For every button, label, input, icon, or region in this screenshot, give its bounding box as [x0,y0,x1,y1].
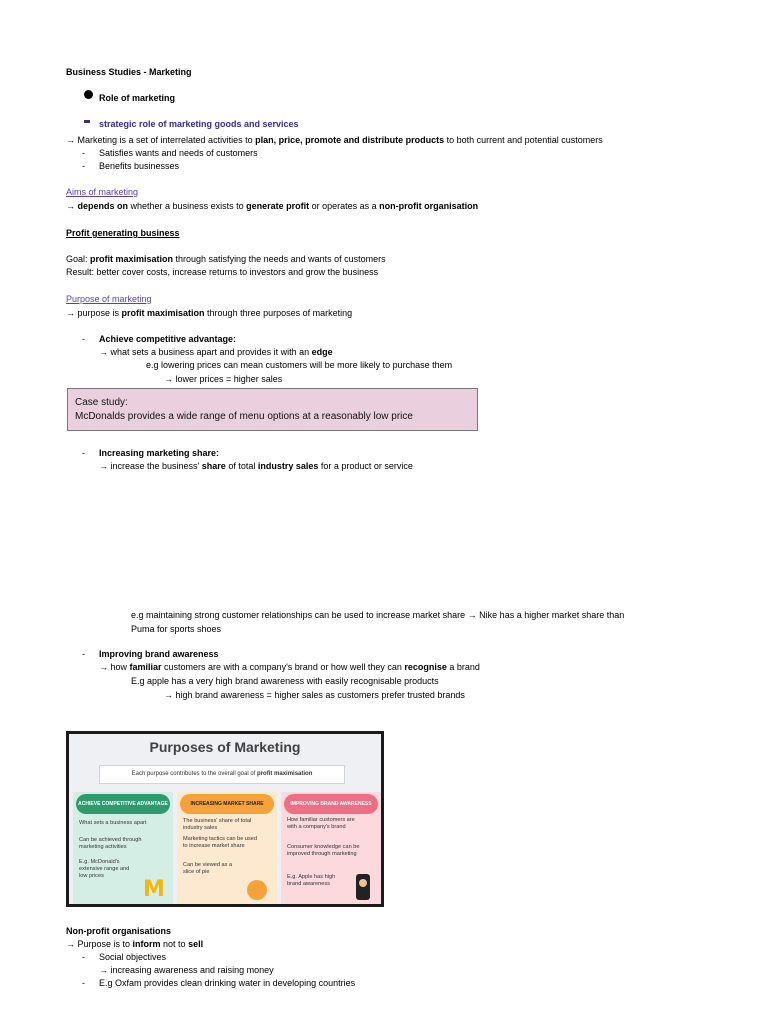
infographic-inner [69,734,381,904]
goal-line [66,254,386,264]
nonprofit-line [66,939,203,949]
strategic-heading: strategic role of marketing goods and services [99,119,299,129]
definition-bold: plan, price, promote and distribute products [255,135,445,145]
list-item [82,649,85,659]
list-item [82,161,85,171]
brand-heading: Improving brand awareness [99,649,219,659]
list-item [82,978,85,988]
mcdonalds-logo-icon: M [143,877,165,902]
brand-line-2: E.g apple has a very high brand awareness with easily recognisable products [131,676,439,686]
goal-bold: profit maximisation [90,254,174,264]
profit-heading: Profit generating business [66,228,180,238]
infographic-subtitle [99,765,345,784]
column-brand-awareness [281,792,381,904]
ms-text-3: for a product or service [318,461,413,471]
dash-bullet-icon [84,120,90,123]
dash-bullet: - [82,148,85,158]
bullet-dot-icon [84,90,93,99]
case-study-box [67,388,478,431]
nonprofit-item-1-sub: → increasing awareness and raising money [99,965,274,975]
ms-text-2: of total [225,461,258,471]
arrow: → [66,201,78,211]
infographic-sub-text: Each purpose contributes to the overall goal of [131,771,258,777]
infographic-sub-bold: profit maximisation [257,771,313,777]
dash-bullet: - [82,978,85,988]
aims-text-2: or operates as a [309,201,380,211]
nonprofit-bold-1: inform [132,939,161,949]
column-item: Can be viewed as a slice of pie [183,862,233,875]
brand-text-3: a brand [446,662,480,672]
competitive-heading: Achieve competitive advantage: [99,334,237,344]
aims-bold-2: generate profit [246,201,310,211]
purpose-bold: profit maximisation [121,308,205,318]
competitive-bold: edge [311,347,333,357]
role-heading: Role of marketing [99,93,176,103]
result-line: Result: better cover costs, increase returns to investors and grow the business [66,267,379,277]
document-title: Business Studies - Marketing [66,67,192,77]
purpose-line [66,308,352,318]
column-item: The business' share of total industry sales [183,818,252,831]
nonprofit-bold-2: sell [188,939,204,949]
brand-line-3: → high brand awareness = higher sales as customers prefer trusted brands [164,690,465,700]
purposes-infographic [66,731,384,907]
purpose-link[interactable]: Purpose of marketing [66,294,152,304]
list-item [82,148,85,158]
definition-text: → Marketing is a set of interrelated activities to [66,135,256,145]
goal-text: through satisfying the needs and wants of customers [173,254,386,264]
competitive-line-3: → lower prices = higher sales [164,374,283,384]
column-item: Consumer knowledge can be improved through marketing [287,844,360,857]
list-item [82,952,85,962]
phone-icon [356,874,370,900]
list-item [82,448,85,458]
market-share-heading: Increasing marketing share: [99,448,220,458]
aims-link[interactable]: Aims of marketing [66,187,139,197]
competitive-text: → what sets a business apart and provides it with an [99,347,312,357]
goal-label: Goal: [66,254,91,264]
list-item-text: Satisfies wants and needs of customers [99,148,258,158]
infographic-title: Purposes of Marketing [149,739,301,755]
market-share-line [99,461,413,471]
list-item-text: Benefits businesses [99,161,180,171]
column-item: How familiar customers are with a company's brand [287,817,355,830]
brand-text-1: → how [99,662,130,672]
purpose-text: → purpose is [66,308,122,318]
dash-bullet: - [82,334,85,344]
column-heading: ACHIEVE COMPETITIVE ADVANTAGE [76,794,170,814]
nonprofit-heading: Non-profit organisations [66,926,171,936]
column-item: Can be achieved through marketing activities [79,837,142,850]
column-item: E.g. McDonald's extensive range and low prices [79,859,130,879]
case-study-label: Case study: [75,397,128,408]
aims-text-1: whether a business exists to [128,201,247,211]
column-item: E.g. Apple has high brand awareness [287,874,336,887]
column-heading: IMPROVING BRAND AWARENESS [284,794,378,814]
column-item: What sets a business apart [79,820,147,826]
dash-bullet: - [82,161,85,171]
definition-line [66,135,603,145]
nonprofit-text-2: not to [160,939,189,949]
dash-bullet: - [82,952,85,962]
pie-icon [247,880,267,900]
market-share-example-1: e.g maintaining strong customer relationships can be used to increase market share → Nike has a higher market share than [131,610,625,620]
brand-line-1 [99,662,480,672]
market-share-example-2: Puma for sports shoes [131,624,222,634]
brand-bold-2: recognise [404,662,447,672]
competitive-line-1 [99,347,333,357]
ms-bold-1: share [201,461,226,471]
aims-bold-3: non-profit organisation [379,201,479,211]
brand-text-2: customers are with a company's brand or how well they can [161,662,405,672]
case-study-text: McDonalds provides a wide range of menu options at a reasonably low price [75,411,413,422]
column-heading: INCREASING MARKET SHARE [180,794,274,814]
dash-bullet: - [82,649,85,659]
brand-bold-1: familiar [129,662,162,672]
list-item [82,334,85,344]
dash-bullet: - [82,448,85,458]
ms-text-1: → increase the business' [99,461,202,471]
column-competitive [73,792,173,904]
nonprofit-item-1: Social objectives [99,952,167,962]
purpose-tail: through three purposes of marketing [204,308,353,318]
aims-bold-1: depends on [77,201,129,211]
nonprofit-item-2: E.g Oxfam provides clean drinking water in developing countries [99,978,356,988]
ms-bold-2: industry sales [257,461,319,471]
definition-tail: to both current and potential customers [444,135,603,145]
nonprofit-text-1: → Purpose is to [66,939,133,949]
column-item: Marketing tactics can be used to increase market share [183,836,257,849]
column-market-share [177,792,277,904]
competitive-line-2: e.g lowering prices can mean customers will be more likely to purchase them [146,360,453,370]
aims-line [66,201,478,211]
